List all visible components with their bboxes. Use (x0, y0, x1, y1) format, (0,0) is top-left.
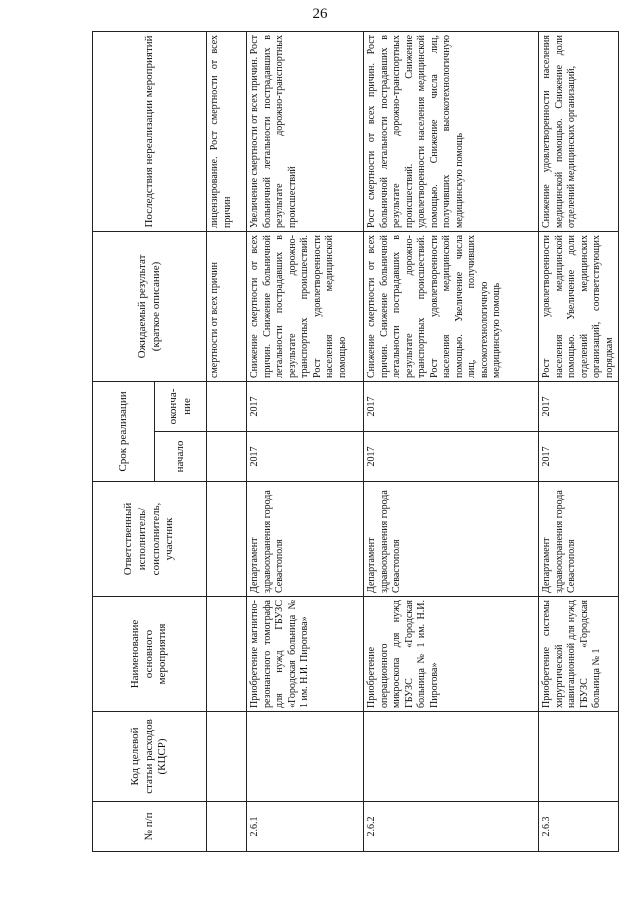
cell-num (207, 802, 247, 852)
cell-result: смертности от всех причин (207, 231, 247, 381)
header-code: Код целевой статьи расходов (КЦСР) (93, 712, 207, 802)
rotated-table-container (92, 32, 615, 852)
cell-code (247, 712, 364, 802)
cell-result: Снижение смертности от всех причин. Снижение больничной летальности пострадавших в результате дорожно-транспортных происшествий. Рост удовлетворенности населения медицинской помощью. Увеличение числа лиц, получивших высокотехнологичную медицинскую помощь (364, 231, 539, 381)
cell-responsible: Департамент здравоохранения города Севастополя (364, 482, 539, 597)
page-number: 26 (312, 6, 328, 22)
cell-end (207, 381, 247, 431)
table-row (364, 31, 539, 851)
cell-responsible: Департамент здравоохранения города Севастополя (247, 482, 364, 597)
header-responsible: Ответственный исполнитель/ соисполнитель, участник (93, 482, 207, 597)
cell-code (539, 712, 619, 802)
cell-start: 2017 (539, 432, 619, 482)
cell-name: Приобретение магнитно-резонансного томографа для нужд ГБУЗС «Городская больница № 1 им. Н.И. Пирогова» (247, 597, 364, 712)
header-name: Наименование основного мероприятия (93, 597, 207, 712)
cell-consequences: лицензирование. Рост смертности от всех причин (207, 31, 247, 231)
header-term: Срок реализации (93, 381, 155, 481)
cell-responsible: Департамент здравоохранения города Севастополя (539, 482, 619, 597)
table-row (207, 31, 247, 851)
header-result: Ожидаемый результат (краткое описание) (93, 231, 207, 381)
cell-name: Приобретение системы хирургической навигационной для нужд ГБУЗС «Городская больница № 1 (539, 597, 619, 712)
cell-consequences: Увеличение смертности от всех причин. Рост больничной летальности пострадавших в результате дорожно-транспортных происшествий (247, 31, 364, 231)
cell-start: 2017 (247, 432, 364, 482)
header-end: оконча-ние (155, 381, 207, 431)
cell-num: 2.6.2 (364, 802, 539, 852)
cell-num: 2.6.3 (539, 802, 619, 852)
cell-consequences: Рост смертности от всех причин. Рост больничной летальности пострадавших в результате дорожно-транспортных происшествий. Снижение удовлетворенности населения медицинской помощью. Снижение числа лиц, получивших высокотехнологичную медицинскую помощь (364, 31, 539, 231)
header-consequences: Последствия нереализации мероприятий (93, 31, 207, 231)
cell-start: 2017 (364, 432, 539, 482)
cell-end: 2017 (364, 381, 539, 431)
cell-code (364, 712, 539, 802)
table-row (539, 31, 619, 851)
measures-table (92, 31, 619, 852)
header-start: начало (155, 432, 207, 482)
cell-start (207, 432, 247, 482)
header-num: № п/п (93, 802, 207, 852)
cell-consequences: Снижение удовлетворенности населения медицинской помощью. Снижение доли отделений медицинских организаций, (539, 31, 619, 231)
cell-responsible (207, 482, 247, 597)
cell-result: Рост удовлетворенности населения медицинской помощью. Увеличение доли отделений медицинских организаций, соответствующих порядкам (539, 231, 619, 381)
cell-name: Приобретение операционного микроскопа для нужд ГБУЗС «Городская больница № 1 им. Н.И. Пирогова» (364, 597, 539, 712)
cell-name (207, 597, 247, 712)
cell-end: 2017 (539, 381, 619, 431)
cell-num: 2.6.1 (247, 802, 364, 852)
cell-code (207, 712, 247, 802)
cell-result: Снижение смертности от всех причин. Снижение больничной летальности пострадавших в результате дорожно-транспортных происшествий. Рост удовлетворенности населения медицинской помощью (247, 231, 364, 381)
table-row (247, 31, 364, 851)
cell-end: 2017 (247, 381, 364, 431)
